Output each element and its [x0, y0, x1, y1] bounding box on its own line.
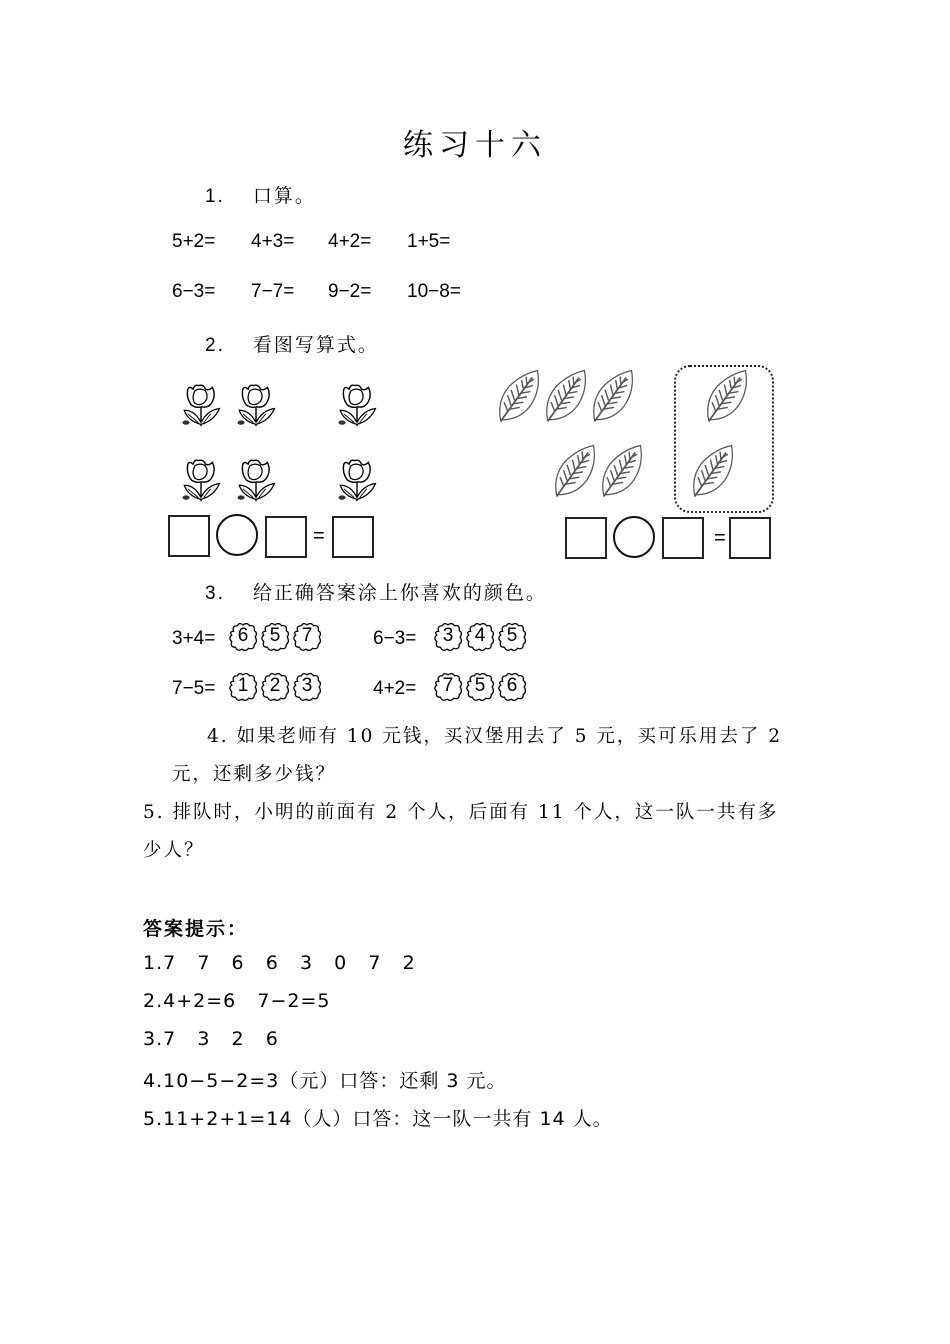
q1-problem: 9−2= — [328, 281, 372, 302]
q2-heading — [205, 330, 379, 357]
q1-problem: 4+3= — [251, 231, 295, 252]
tulip-icon — [179, 381, 223, 429]
tulip-icon — [335, 456, 379, 504]
q1-problem: 10−8= — [407, 281, 461, 302]
answer-line: 1.7 7 6 6 3 0 7 2 — [143, 952, 416, 974]
answer-box[interactable] — [332, 516, 374, 558]
answers-heading: 答案提示： — [143, 918, 249, 940]
q1-number: 1. — [205, 186, 225, 207]
q2-number: 2. — [205, 335, 225, 356]
option-number[interactable]: 7 — [442, 675, 454, 696]
q3-expr: 7−5= — [172, 678, 216, 699]
tulip-icon — [234, 381, 278, 429]
option-number[interactable]: 6 — [237, 625, 249, 646]
q1-problem: 6−3= — [172, 281, 216, 302]
leaf-icon — [497, 367, 541, 425]
option-number[interactable]: 6 — [506, 675, 518, 696]
leaf-icon — [544, 367, 588, 425]
operator-circle[interactable] — [216, 514, 258, 556]
answer-box[interactable] — [729, 517, 771, 559]
option-number[interactable]: 3 — [442, 625, 454, 646]
option-number[interactable]: 5 — [474, 675, 486, 696]
option-number[interactable]: 5 — [506, 625, 518, 646]
leaf-icon — [591, 367, 635, 425]
option-number[interactable]: 7 — [301, 625, 313, 646]
q3-expr: 4+2= — [373, 678, 417, 699]
q1-problem: 7−7= — [251, 281, 295, 302]
tulip-icon — [335, 381, 379, 429]
q3-text: 给正确答案涂上你喜欢的颜色。 — [252, 582, 547, 604]
equals-sign: = — [313, 525, 325, 547]
answer-box[interactable] — [565, 517, 607, 559]
q1-text: 口算。 — [252, 185, 316, 207]
q3-number: 3. — [205, 583, 225, 604]
tulip-icon — [179, 456, 223, 504]
q5-line-2: 少人？ — [143, 840, 205, 861]
option-number[interactable]: 1 — [237, 675, 249, 696]
answer-line: 5.11+2+1=14（人）口答：这一队一共有 14 人。 — [143, 1108, 613, 1130]
q2-text: 看图写算式。 — [252, 334, 379, 356]
leaf-icon — [691, 442, 735, 500]
option-number[interactable]: 4 — [474, 625, 486, 646]
q1-problem: 4+2= — [328, 231, 372, 252]
q4-line-2: 元，还剩多少钱？ — [172, 764, 337, 785]
option-number[interactable]: 2 — [269, 675, 281, 696]
option-number[interactable]: 3 — [301, 675, 313, 696]
page-title: 练习十六 — [403, 128, 547, 163]
answer-line: 2.4+2=6 7−2=5 — [143, 990, 331, 1012]
equals-sign: = — [714, 527, 726, 549]
operator-circle[interactable] — [613, 516, 655, 558]
leaf-icon — [553, 442, 597, 500]
answer-line: 3.7 3 2 6 — [143, 1028, 279, 1050]
q1-problem: 5+2= — [172, 231, 216, 252]
answer-line: 4.10−5−2=3（元）口答：还剩 3 元。 — [143, 1070, 507, 1092]
option-number[interactable]: 5 — [269, 625, 281, 646]
answer-box[interactable] — [168, 515, 210, 557]
q1-problem: 1+5= — [407, 231, 451, 252]
leaf-icon — [705, 367, 749, 425]
q3-heading — [205, 578, 547, 605]
tulip-icon — [234, 456, 278, 504]
q3-expr: 6−3= — [373, 628, 417, 649]
answer-box[interactable] — [265, 516, 307, 558]
leaf-icon — [600, 442, 644, 500]
q1-heading — [205, 181, 316, 208]
q3-expr: 3+4= — [172, 628, 216, 649]
answer-box[interactable] — [662, 517, 704, 559]
q5-line-1: 5. 排队时，小明的前面有 2 个人，后面有 11 个人，这一队一共有多 — [143, 802, 779, 823]
q4-line-1: 4. 如果老师有 10 元钱，买汉堡用去了 5 元，买可乐用去了 2 — [207, 726, 783, 747]
